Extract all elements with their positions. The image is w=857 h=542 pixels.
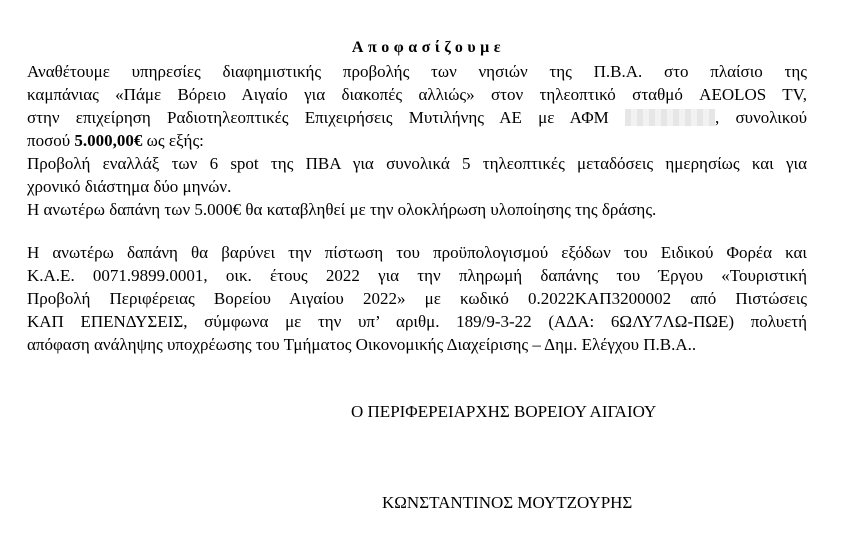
text-line: Κ.Α.Ε. 0071.9899.0001, οικ. έτους 2022 για την πληρωμή δαπάνης του Έργου «Τουριστική <box>27 266 807 285</box>
text-line: καμπάνιας «Πάμε Βόρειο Αιγαίο για διακοπές αλλιώς» στον τηλεοπτικό σταθμό AEOLOS TV, <box>27 85 807 104</box>
text-line: χρονικό διάστημα δύο μηνών. <box>27 177 232 196</box>
budget-paragraph <box>27 241 807 356</box>
signatory-title: Ο ΠΕΡΙΦΕΡΕΙΑΡΧΗΣ ΒΟΡΕΙΟΥ ΑΙΓΑΙΟΥ <box>351 402 657 421</box>
text-line: Η ανωτέρω δαπάνη των 5.000€ θα καταβληθεί με την ολοκλήρωση υλοποίησης της δράσης. <box>27 200 657 219</box>
redacted-tax-id <box>625 109 715 126</box>
text-line: Προβολή Περιφέρειας Βορείου Αιγαίου 2022» με κωδικό 0.2022ΚΑΠ3200002 από Πιστώσεις <box>27 289 807 308</box>
decision-paragraph <box>27 60 807 221</box>
amount-value: 5.000,00€ <box>74 131 143 150</box>
decision-heading: Αποφασίζουμε <box>351 39 506 56</box>
text-line: Προβολή εναλλάξ των 6 spot της ΠΒΑ για συνολικά 5 τηλεοπτικές μεταδόσεις ημερησίως και για <box>27 154 807 173</box>
text-fragment: , συνολικού <box>715 108 807 127</box>
text-line-with-redaction <box>27 106 807 129</box>
text-fragment: ποσού <box>27 131 71 150</box>
text-line: απόφαση ανάληψης υποχρέωσης του Τμήματος Οικονομικής Διαχείρισης – Δημ. Ελέγχου Π.Β.Α.. <box>27 335 697 354</box>
text-line: Η ανωτέρω δαπάνη θα βαρύνει την πίστωση του προϋπολογισμού εξόδων του Ειδικού Φορέα και <box>27 243 807 262</box>
text-line-amount <box>27 129 807 152</box>
text-fragment: ως εξής: <box>146 131 204 150</box>
text-line: Αναθέτουμε υπηρεσίες διαφημιστικής προβολής των νησιών της Π.Β.Α. στο πλαίσιο της <box>27 62 807 81</box>
signatory-name: ΚΩΝΣΤΑΝΤΙΝΟΣ ΜΟΥΤΖΟΥΡΗΣ <box>382 493 633 512</box>
text-line: ΚΑΠ ΕΠΕΝΔΥΣΕΙΣ, σύμφωνα με την υπ’ αριθμ. 189/9-3-22 (ΑΔΑ: 6ΩΛΥ7ΛΩ-ΠΩΕ) πολυετή <box>27 312 807 331</box>
text-fragment: στην επιχείρηση Ραδιοτηλεοπτικές Επιχειρήσεις Μυτιλήνης ΑΕ με ΑΦΜ <box>27 108 609 127</box>
